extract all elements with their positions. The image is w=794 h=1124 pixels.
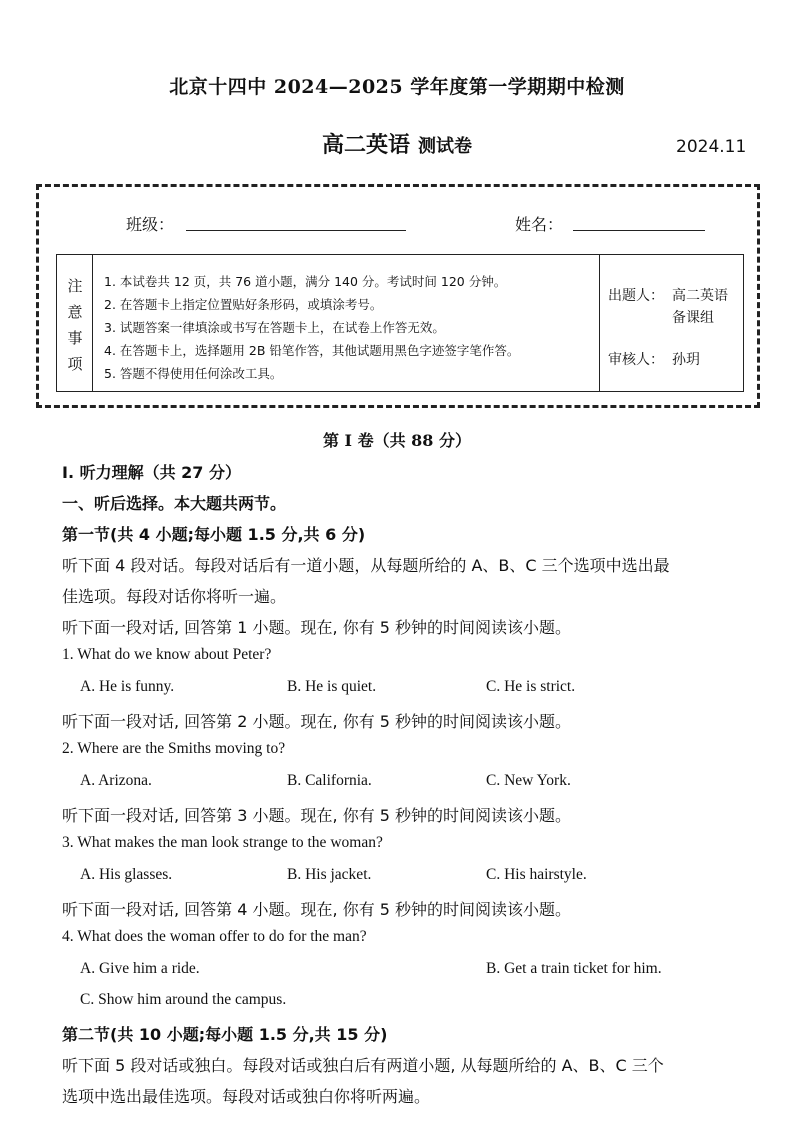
class-field[interactable] [186, 230, 406, 231]
part-title: 第 I 卷（共 88 分） [322, 431, 472, 450]
notice-head-char: 注 [67, 277, 83, 295]
subtitle-small: 测试卷 [418, 136, 472, 157]
option-c: C. He is strict. [486, 678, 576, 695]
class-label: 班级： [126, 215, 175, 234]
setter-value-1: 高二英语 [672, 288, 728, 304]
instruction-line: 听下面 4 段对话。每段对话后有一道小题，从每题所给的 A、B、C 三个选项中选出最 [62, 556, 670, 575]
name-label: 姓名： [515, 215, 564, 234]
exam-title: 北京十四中 2024—2025 学年度第一学期期中检测 [169, 76, 625, 98]
notice-staff-cell [599, 255, 743, 391]
question-prompt: 听下面一段对话, 回答第 1 小题。现在, 你有 5 秒钟的时间阅读该小题。 [62, 618, 572, 637]
notice-head-char: 项 [67, 355, 83, 373]
question-text: 3. What makes the man look strange to the woman? [62, 834, 383, 851]
section-heading: I. 听力理解（共 27 分） [62, 463, 242, 482]
notice-head-char: 意 [67, 303, 83, 321]
jie-1-heading: 第一节(共 4 小题;每小题 1.5 分,共 6 分) [62, 525, 366, 544]
option-b: B. California. [287, 772, 372, 789]
notice-rule: 3. 试题答案一律填涂或书写在答题卡上，在试卷上作答无效。 [104, 320, 445, 335]
subtitle-main: 高二英语 [321, 132, 410, 158]
question-prompt: 听下面一段对话, 回答第 4 小题。现在, 你有 5 秒钟的时间阅读该小题。 [62, 900, 572, 919]
instruction-line: 听下面 5 段对话或独白。每段对话或独白后有两道小题, 从每题所给的 A、B、C 三个 [62, 1056, 664, 1075]
option-a: A. Arizona. [80, 772, 152, 789]
option-b: B. He is quiet. [287, 678, 377, 695]
notice-rule: 5. 答题不得使用任何涂改工具。 [104, 366, 283, 381]
option-a: A. He is funny. [80, 678, 175, 695]
notice-rule: 4. 在答题卡上，选择题用 2B 铅笔作答，其他试题用黑色字迹签字笔作答。 [104, 343, 520, 358]
option-b: B. His jacket. [287, 866, 372, 883]
notice-head-char: 事 [67, 329, 83, 347]
reviewer-value: 孙玥 [672, 352, 700, 368]
setter-value-2: 备课组 [672, 310, 714, 326]
jie-2-heading: 第二节(共 10 小题;每小题 1.5 分,共 15 分) [62, 1025, 388, 1044]
instruction-line: 佳选项。每段对话你将听一遍。 [62, 587, 287, 606]
notice-head-cell [57, 255, 93, 391]
exam-subtitle [0, 128, 794, 159]
question-prompt: 听下面一段对话, 回答第 2 小题。现在, 你有 5 秒钟的时间阅读该小题。 [62, 712, 572, 731]
exam-date: 2024.11 [676, 137, 747, 157]
name-field[interactable] [573, 230, 705, 231]
setter-label: 出题人： [608, 288, 664, 304]
question-text: 4. What does the woman offer to do for the man? [62, 928, 367, 945]
option-b: B. Get a train ticket for him. [486, 960, 662, 977]
option-c: C. His hairstyle. [486, 866, 587, 883]
question-text: 2. Where are the Smiths moving to? [62, 740, 286, 757]
question-prompt: 听下面一段对话, 回答第 3 小题。现在, 你有 5 秒钟的时间阅读该小题。 [62, 806, 572, 825]
subsection-heading: 一、听后选择。本大题共两节。 [62, 494, 287, 513]
question-text: 1. What do we know about Peter? [62, 646, 272, 663]
reviewer-label: 审核人： [608, 352, 664, 368]
option-a: A. His glasses. [80, 866, 173, 883]
option-c: C. Show him around the campus. [80, 991, 287, 1008]
option-a: A. Give him a ride. [80, 960, 200, 977]
instruction-line: 选项中选出最佳选项。每段对话或独白你将听两遍。 [62, 1087, 431, 1106]
option-c: C. New York. [486, 772, 571, 789]
notice-rule: 1. 本试卷共 12 页，共 76 道小题，满分 140 分。考试时间 120 分钟。 [104, 274, 507, 289]
notice-rule: 2. 在答题卡上指定位置贴好条形码，或填涂考号。 [104, 297, 383, 312]
